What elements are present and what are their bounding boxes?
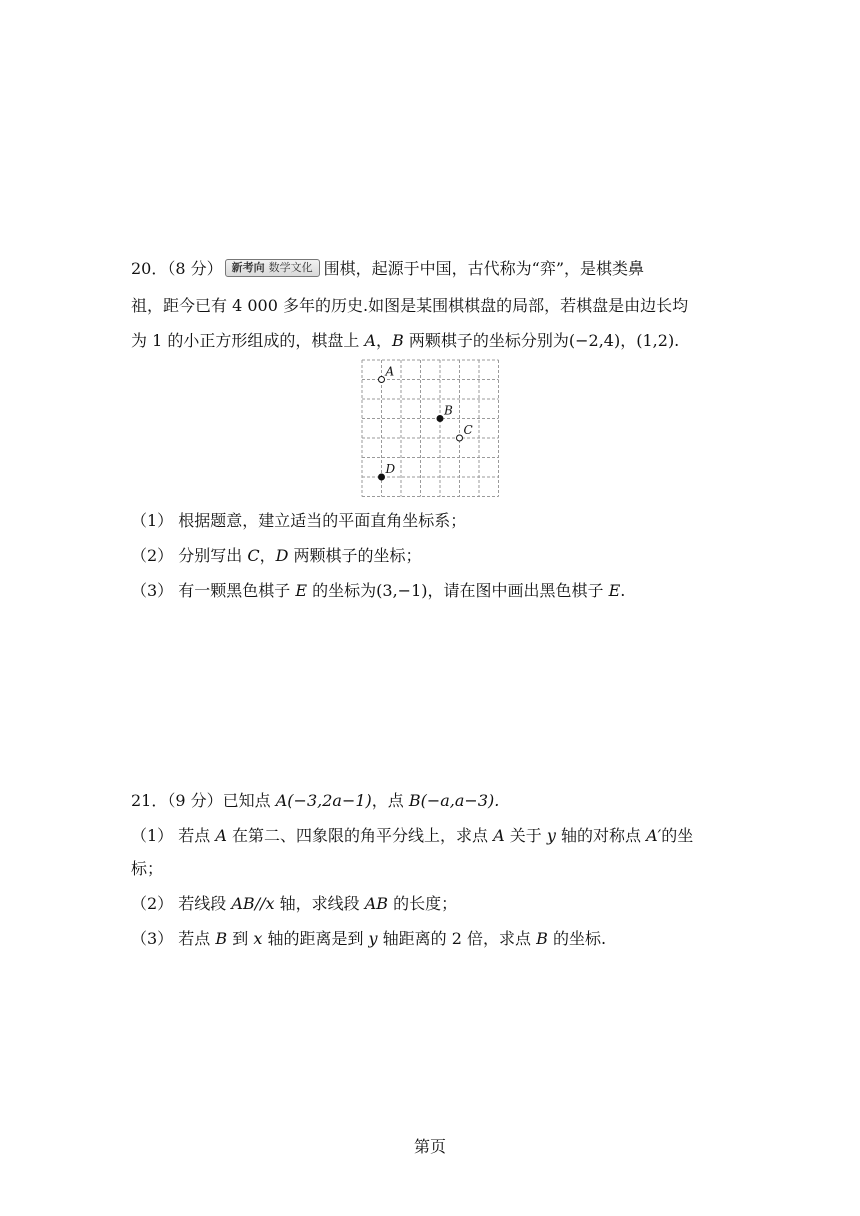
piece-label-d: D xyxy=(385,462,396,476)
go-board-figure xyxy=(360,358,500,498)
q21-sub1: （1） 若点 A 在第二、四象限的角平分线上，求点 A 关于 y 轴的对称点 A′的坐 xyxy=(131,826,694,845)
q21-sub2: （2） 若线段 AB//x 轴，求线段 AB 的长度； xyxy=(131,894,458,913)
q20-number: 20． xyxy=(131,259,168,278)
q20-sub3: （3） 有一颗黑色棋子 E 的坐标为(3,−1)，请在图中画出黑色棋子 E. xyxy=(131,581,626,600)
q20-line-1: 20．（8 分） 新考向 数学文化 围棋，起源于中国，古代称为“弈”，是棋类鼻 xyxy=(131,259,645,278)
board-pieces xyxy=(379,365,473,481)
q21-stem: 21．（9 分）已知点 A(−3,2a−1)，点 B(−a,a−3). xyxy=(131,791,500,810)
q21-sub1-cont: 标； xyxy=(131,859,164,878)
q20-line-2: 祖，距今已有 4 000 多年的历史.如图是某围棋棋盘的局部，若棋盘是由边长均 xyxy=(131,296,689,315)
q20-sub1: （1） 根据题意，建立适当的平面直角坐标系； xyxy=(131,511,467,530)
new-trend-badge: 新考向 数学文化 xyxy=(225,259,320,277)
piece-label-b: B xyxy=(444,403,453,418)
q20-line-3: 为 1 的小正方形组成的，棋盘上 A，B 两颗棋子的坐标分别为(−2,4)，(1,2). xyxy=(131,331,680,350)
piece-a xyxy=(379,377,385,383)
piece-label-c: C xyxy=(463,423,473,437)
piece-d xyxy=(379,474,385,480)
piece-b xyxy=(437,416,443,422)
q20-sub2: （2） 分别写出 C，D 两颗棋子的坐标； xyxy=(131,546,422,565)
piece-label-a: A xyxy=(385,364,395,379)
page-footer: 第页 xyxy=(413,1137,446,1156)
piece-c xyxy=(457,435,463,441)
q20-points: （8 分） xyxy=(167,259,223,278)
q21-sub3: （3） 若点 B 到 x 轴的距离是到 y 轴距离的 2 倍，求点 B 的坐标. xyxy=(131,929,607,948)
